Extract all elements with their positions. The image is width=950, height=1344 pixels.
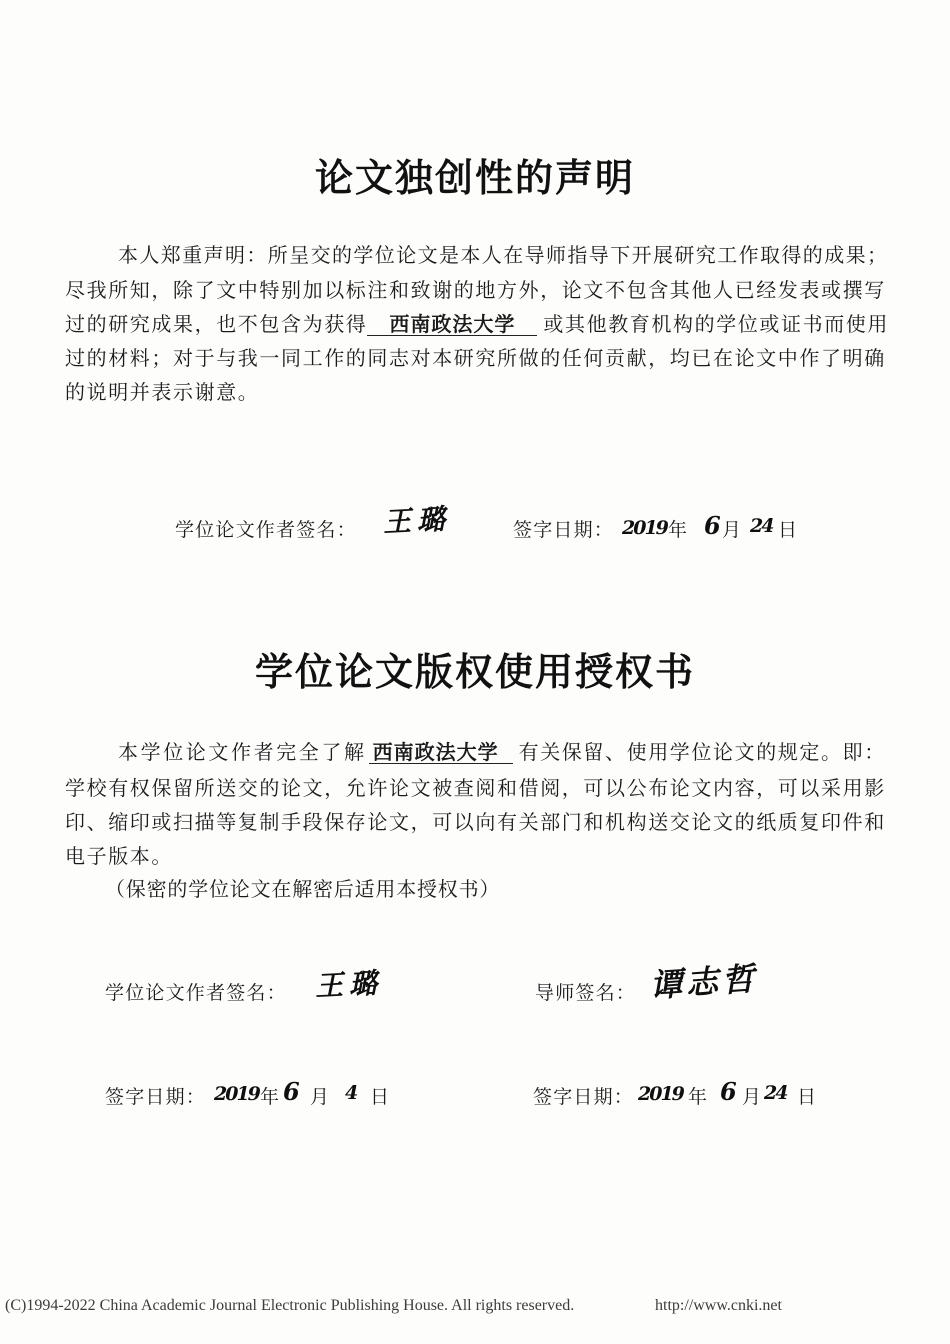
authorization-advisor-date-day: 24 <box>764 1082 787 1104</box>
authorization-line-1-after: 有关保留、使用学位论文的规定。即： <box>518 740 886 764</box>
declaration-line-3-before: 过的研究成果，也不包含为获得 <box>65 312 368 336</box>
authorization-author-signature: 王璐 <box>314 966 384 1003</box>
footer-url: http://www.cnki.net <box>655 1297 782 1314</box>
authorization-author-date-day: 4 <box>345 1082 357 1104</box>
authorization-advisor-label: 导师签名： <box>535 982 637 1004</box>
authorization-author-date-day-unit: 日 <box>370 1086 391 1108</box>
declaration-date-year-unit: 年 <box>668 519 689 541</box>
authorization-author-label: 学位论文作者签名： <box>105 982 287 1004</box>
authorization-advisor-signature: 谭志哲 <box>648 959 760 1005</box>
authorization-advisor-date-month-unit: 月 <box>742 1086 763 1108</box>
authorization-title: 学位论文版权使用授权书 <box>254 650 695 694</box>
authorization-author-date-label: 签字日期： <box>105 1086 207 1108</box>
declaration-line-3-after: 或其他教育机构的学位或证书而使用 <box>543 312 890 336</box>
authorization-advisor-date-year: 2019 <box>638 1083 683 1105</box>
authorization-line-4: 电子版本。 <box>65 844 173 868</box>
authorization-author-date-year: 2019 <box>214 1083 259 1105</box>
authorization-advisor-date-year-unit: 年 <box>688 1086 709 1108</box>
authorization-note: （保密的学位论文在解密后适用本授权书） <box>105 877 501 901</box>
declaration-author-signature: 王璐 <box>382 502 452 539</box>
authorization-advisor-date-month: 6 <box>720 1077 737 1106</box>
authorization-author-date-month: 6 <box>283 1077 300 1106</box>
declaration-institution-field: 西南政法大学 <box>367 313 537 336</box>
declaration-author-label: 学位论文作者签名： <box>175 519 357 541</box>
declaration-line-1: 本人郑重声明：所呈交的学位论文是本人在导师指导下开展研究工作取得的成果； <box>118 243 889 267</box>
authorization-line-3: 印、缩印或扫描等复制手段保存论文，可以向有关部门和机构送交论文的纸质复印件和 <box>65 810 886 834</box>
declaration-date-day-unit: 日 <box>778 519 799 541</box>
declaration-date-label: 签字日期： <box>513 519 615 541</box>
declaration-line-4: 过的材料；对于与我一同工作的同志对本研究所做的任何贡献，均已在论文中作了明确 <box>65 346 886 370</box>
declaration-line-5: 的说明并表示谢意。 <box>65 380 260 404</box>
authorization-author-date-month-unit: 月 <box>310 1086 331 1108</box>
authorization-author-date-year-unit: 年 <box>260 1086 281 1108</box>
declaration-title: 论文独创性的声明 <box>314 156 635 200</box>
authorization-institution-field: 西南政法大学 <box>369 741 513 764</box>
declaration-date-month-unit: 月 <box>722 519 743 541</box>
authorization-line-2: 学校有权保留所送交的论文，允许论文被查阅和借阅，可以公布论文内容，可以采用影 <box>65 776 886 800</box>
declaration-date-month: 6 <box>704 511 721 540</box>
authorization-advisor-date-label: 签字日期： <box>533 1086 635 1108</box>
authorization-advisor-date-day-unit: 日 <box>797 1086 818 1108</box>
authorization-line-1 <box>118 740 886 764</box>
declaration-line-2: 尽我所知，除了文中特别加以标注和致谢的地方外，论文不包含其他人已经发表或撰写 <box>65 278 886 302</box>
declaration-date-year: 2019 <box>622 517 667 539</box>
declaration-line-3 <box>65 312 889 336</box>
footer-copyright: (C)1994-2022 China Academic Journal Electronic Publishing House. All rights reserved. <box>5 1297 575 1314</box>
declaration-date-day: 24 <box>750 515 773 537</box>
authorization-line-1-before: 本学位论文作者完全了解 <box>118 740 367 764</box>
